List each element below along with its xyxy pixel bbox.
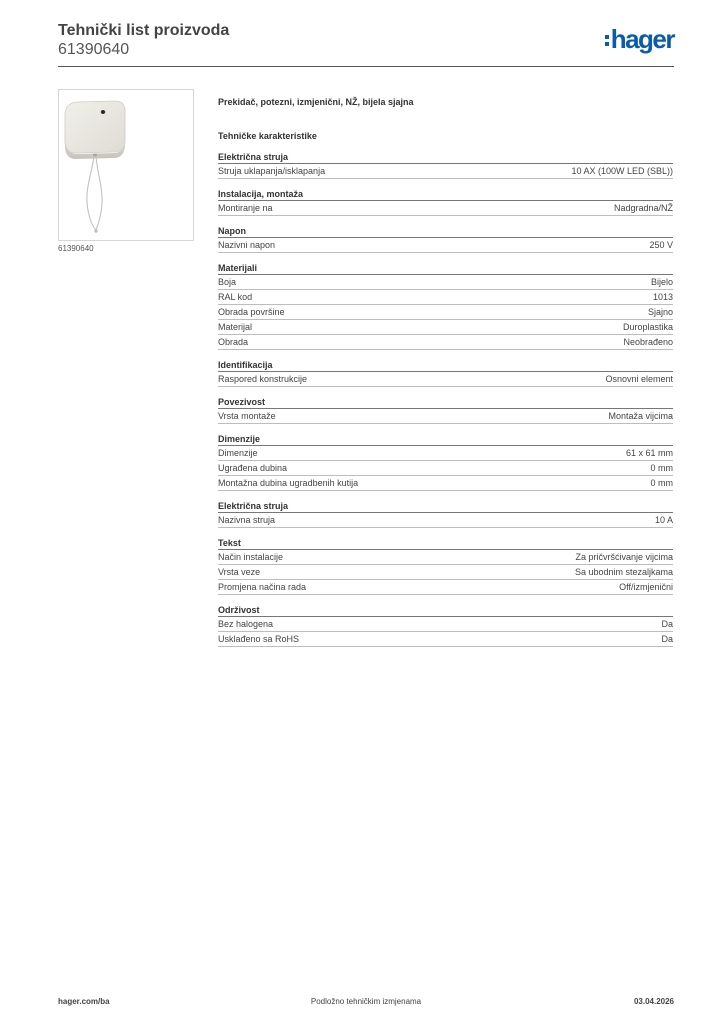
spec-value: 10 AX (100W LED (SBL)) <box>571 166 673 176</box>
spec-row <box>218 305 673 320</box>
spec-group <box>218 262 673 350</box>
spec-group <box>218 359 673 387</box>
spec-row <box>218 320 673 335</box>
spec-groups <box>218 151 673 647</box>
spec-row <box>218 238 673 253</box>
product-image <box>58 89 194 241</box>
spec-value: 250 V <box>649 240 673 250</box>
spec-row <box>218 632 673 647</box>
spec-label: Struja uklapanja/isklapanja <box>218 166 326 176</box>
spec-label: Nazivni napon <box>218 240 276 250</box>
spec-group <box>218 500 673 528</box>
spec-label: Materijal <box>218 322 253 332</box>
group-title: Tekst <box>218 537 673 550</box>
spec-value: Neobrađeno <box>623 337 673 347</box>
spec-value: Duroplastika <box>622 322 673 332</box>
spec-label: Montažna dubina ugradbenih kutija <box>218 478 359 488</box>
header-divider <box>58 66 674 67</box>
spec-group <box>218 151 673 179</box>
spec-row <box>218 201 673 216</box>
spec-row <box>218 565 673 580</box>
spec-label: Montiranje na <box>218 203 273 213</box>
group-title: Napon <box>218 225 673 238</box>
group-title: Dimenzije <box>218 433 673 446</box>
spec-label: Ugrađena dubina <box>218 463 288 473</box>
spec-value: 61 x 61 mm <box>625 448 673 458</box>
spec-row <box>218 335 673 350</box>
spec-label: Usklađeno sa RoHS <box>218 634 300 644</box>
spec-row <box>218 446 673 461</box>
spec-row <box>218 409 673 424</box>
spec-row <box>218 550 673 565</box>
spec-label: Obrada površine <box>218 307 285 317</box>
spec-row <box>218 513 673 528</box>
page-footer <box>58 997 674 1009</box>
spec-value: 10 A <box>654 515 673 525</box>
spec-value: Sjajno <box>647 307 673 317</box>
specifications <box>218 96 673 647</box>
group-title: Instalacija, montaža <box>218 188 673 201</box>
spec-value: Off/izmjenični <box>619 582 673 592</box>
spec-label: RAL kod <box>218 292 253 302</box>
spec-value: 0 mm <box>650 463 673 473</box>
footer-date: 03.04.2026 <box>633 997 674 1006</box>
spec-group <box>218 604 673 647</box>
spec-label: Boja <box>218 277 237 287</box>
spec-value: Nadgradna/NŽ <box>613 203 673 213</box>
group-title: Održivost <box>218 604 673 617</box>
spec-row <box>218 580 673 595</box>
spec-row <box>218 275 673 290</box>
spec-row <box>218 164 673 179</box>
spec-value: Da <box>661 619 673 629</box>
spec-group <box>218 433 673 491</box>
spec-row <box>218 476 673 491</box>
spec-label: Dimenzije <box>218 448 258 458</box>
document-title: Tehnički list proizvoda <box>58 22 230 39</box>
spec-group <box>218 188 673 216</box>
spec-row <box>218 617 673 632</box>
spec-value: Za pričvršćivanje vijcima <box>575 552 673 562</box>
spec-value: Sa ubodnim stezaljkama <box>574 567 673 577</box>
spec-label: Raspored konstrukcije <box>218 374 308 384</box>
group-title: Identifikacija <box>218 359 673 372</box>
image-caption: 61390640 <box>58 244 94 253</box>
spec-group <box>218 537 673 595</box>
footer-note: Podložno tehničkim izmjenama <box>310 997 422 1006</box>
spec-value: 0 mm <box>650 478 673 488</box>
spec-label: Nazivna struja <box>218 515 276 525</box>
group-title: Električna struja <box>218 151 673 164</box>
spec-value: Da <box>661 634 673 644</box>
footer-website: hager.com/ba <box>58 997 110 1006</box>
hager-logo <box>605 25 674 53</box>
spec-label: Vrsta montaže <box>218 411 276 421</box>
product-code: 61390640 <box>58 41 130 58</box>
spec-group <box>218 225 673 253</box>
spec-value: 1013 <box>652 292 673 302</box>
spec-group <box>218 396 673 424</box>
group-title: Električna struja <box>218 500 673 513</box>
page-header <box>58 21 674 67</box>
spec-row <box>218 372 673 387</box>
spec-label: Vrsta veze <box>218 567 261 577</box>
spec-label: Način instalacije <box>218 552 284 562</box>
product-description: Prekidač, potezni, izmjenični, NŽ, bijela sjajna <box>218 97 414 107</box>
spec-row <box>218 461 673 476</box>
group-title: Materijali <box>218 262 673 275</box>
section-title: Tehničke karakteristike <box>218 131 317 141</box>
spec-row <box>218 290 673 305</box>
group-title: Povezivost <box>218 396 673 409</box>
spec-value: Osnovni element <box>605 374 673 384</box>
logo-text: hager <box>610 24 674 54</box>
logo-dots-icon <box>605 35 609 46</box>
spec-label: Promjena načina rada <box>218 582 307 592</box>
spec-label: Obrada <box>218 337 249 347</box>
spec-value: Bijelo <box>650 277 673 287</box>
spec-value: Montaža vijcima <box>608 411 673 421</box>
pull-switch-icon <box>59 90 193 240</box>
spec-label: Bez halogena <box>218 619 274 629</box>
